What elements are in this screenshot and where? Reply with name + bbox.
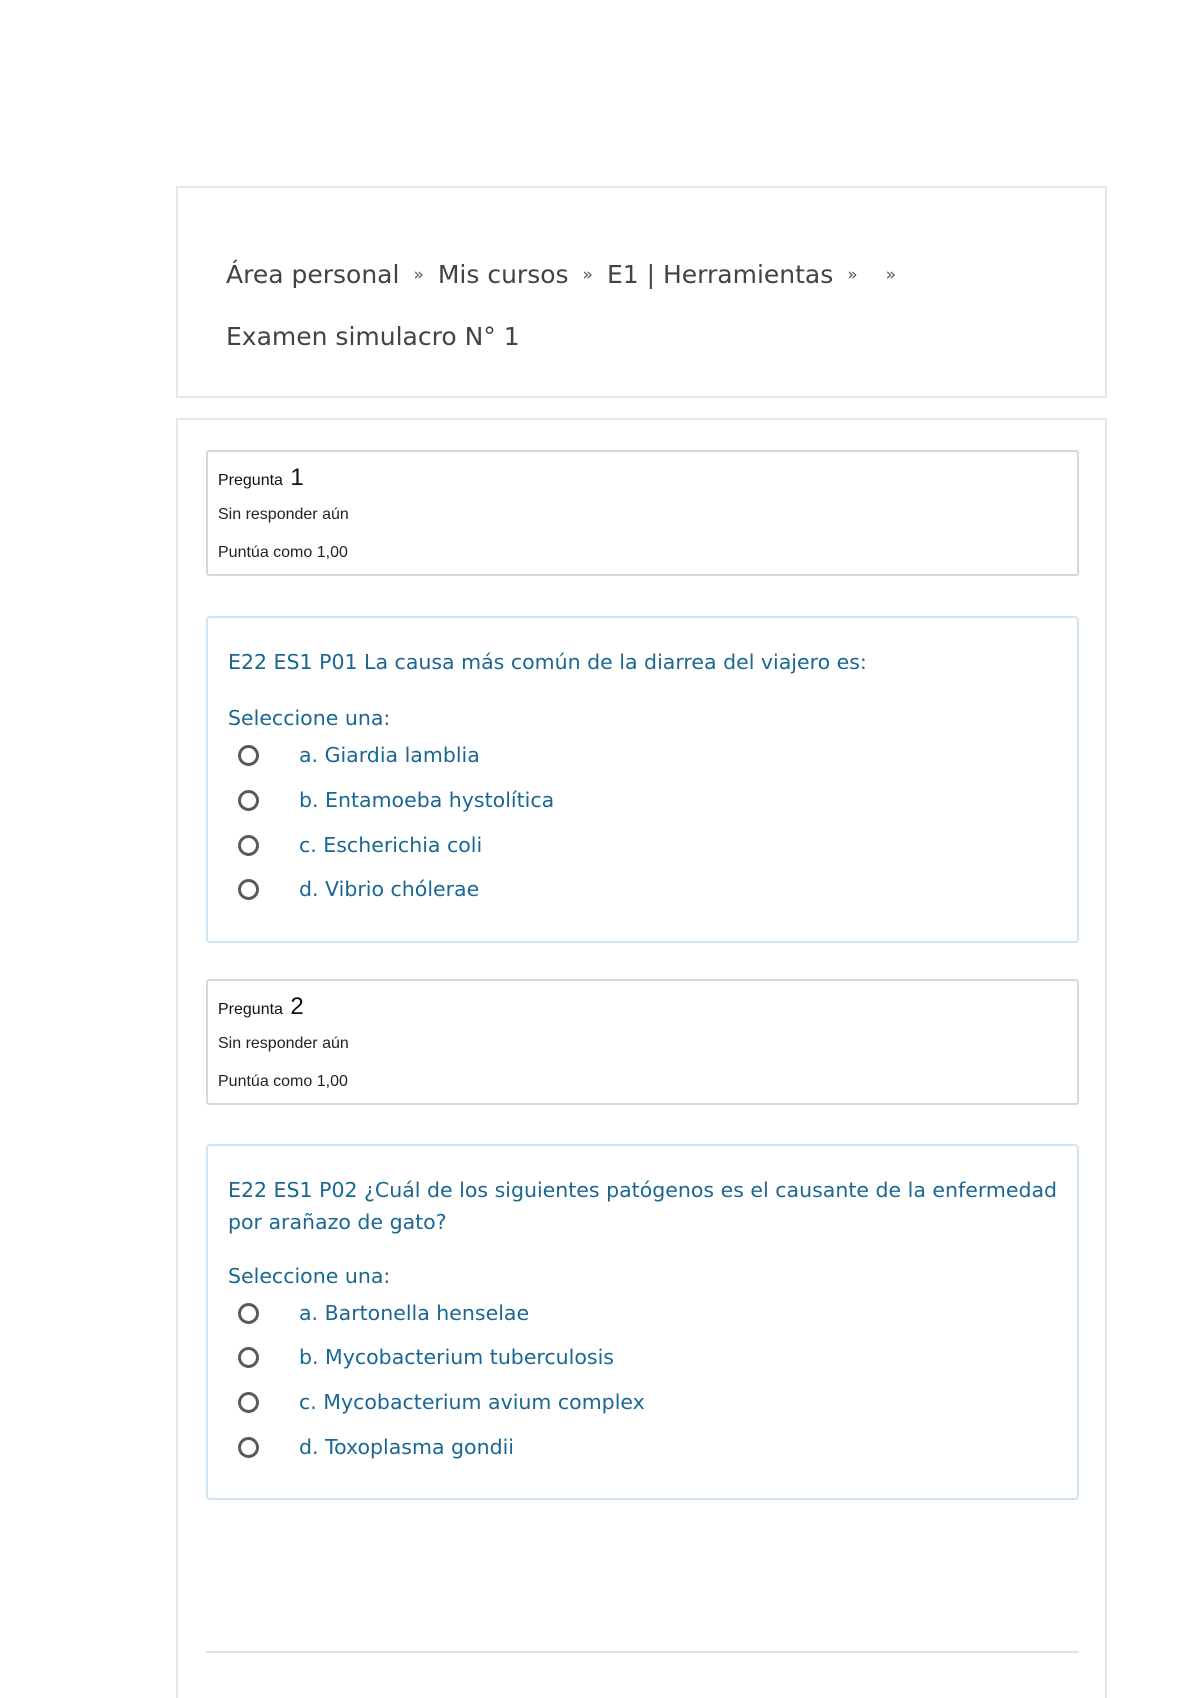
answer-option-label: a. Bartonella henselae — [299, 1301, 530, 1325]
answer-option-c[interactable] — [238, 830, 482, 860]
answer-option-d[interactable] — [238, 874, 479, 904]
question-number — [218, 464, 304, 492]
header-card — [176, 186, 1107, 398]
answer-option-c[interactable] — [238, 1387, 645, 1417]
question-grade: Puntúa como 1,00 — [218, 544, 348, 561]
answer-prompt: Seleccione una: — [228, 1264, 391, 1288]
question-grade: Puntúa como 1,00 — [218, 1073, 348, 1090]
breadcrumb-item-mis-cursos[interactable]: Mis cursos — [437, 260, 569, 289]
question-text: E22 ES1 P01 La causa más común de la diarrea del viajero es: — [228, 650, 867, 674]
radio-button[interactable] — [238, 1392, 259, 1413]
answer-option-label: a. Giardia lamblia — [299, 743, 480, 767]
answer-option-d[interactable] — [238, 1432, 514, 1462]
answer-option-label: c. Escherichia coli — [299, 833, 483, 857]
answer-option-b[interactable] — [238, 1342, 614, 1372]
question-number-value: 1 — [290, 464, 304, 491]
radio-button[interactable] — [238, 1303, 259, 1324]
radio-button[interactable] — [238, 879, 259, 900]
breadcrumb-separator: » — [413, 264, 424, 285]
radio-button[interactable] — [238, 1347, 259, 1368]
radio-button[interactable] — [238, 1437, 259, 1458]
question-text: E22 ES1 P02 ¿Cuál de los siguientes patógenos es el causante de la enfermedad por arañazo de gato? — [228, 1178, 1058, 1234]
breadcrumb-separator: » — [582, 264, 593, 285]
radio-button[interactable] — [238, 835, 259, 856]
breadcrumb-item-course[interactable]: E1 | Herramientas — [606, 260, 834, 289]
answer-option-label: c. Mycobacterium avium complex — [299, 1390, 645, 1414]
question-formulation-2 — [206, 1144, 1079, 1500]
breadcrumb-separator: » — [847, 264, 858, 285]
question-number-value: 2 — [290, 993, 304, 1020]
page-title[interactable]: Examen simulacro N° 1 — [226, 322, 520, 351]
answer-option-a[interactable] — [238, 1298, 529, 1328]
answer-prompt: Seleccione una: — [228, 706, 391, 730]
divider — [206, 1651, 1079, 1653]
answer-option-label: b. Mycobacterium tuberculosis — [299, 1345, 614, 1369]
question-state: Sin responder aún — [218, 506, 349, 523]
answer-option-b[interactable] — [238, 785, 554, 815]
radio-button[interactable] — [238, 745, 259, 766]
question-number — [218, 993, 304, 1021]
answer-option-label: d. Toxoplasma gondii — [299, 1435, 514, 1459]
answer-option-label: d. Vibrio chólerae — [299, 877, 480, 901]
question-state: Sin responder aún — [218, 1035, 349, 1052]
question-info-1 — [206, 450, 1079, 576]
question-formulation-1 — [206, 616, 1079, 943]
question-info-2 — [206, 979, 1079, 1105]
answer-option-a[interactable] — [238, 740, 480, 770]
breadcrumb-separator: » — [885, 264, 897, 285]
question-label: Pregunta — [218, 1001, 283, 1018]
radio-button[interactable] — [238, 790, 259, 811]
answer-option-label: b. Entamoeba hystolítica — [299, 788, 555, 812]
question-label: Pregunta — [218, 472, 283, 489]
breadcrumb — [226, 260, 910, 289]
breadcrumb-item-area-personal[interactable]: Área personal — [226, 260, 400, 289]
